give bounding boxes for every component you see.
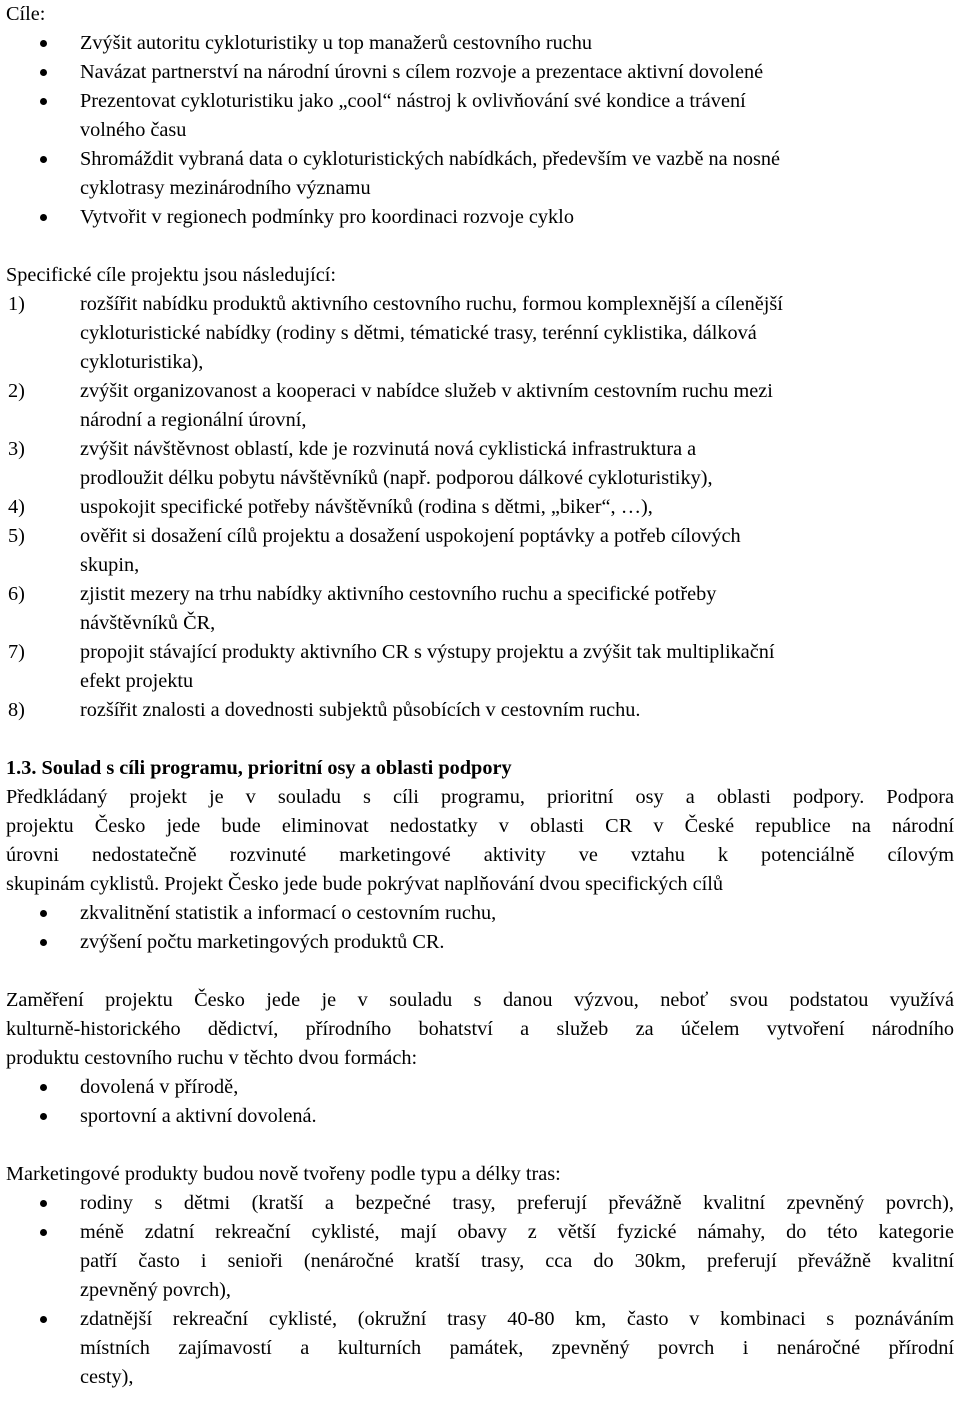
bullet-line: zkvalitnění statistik a informací o cestovním ruchu, [80, 902, 497, 924]
item-line: zvýšit organizovanost a kooperaci v nabídce služeb v aktivním cestovním ruchu mezi [80, 380, 773, 402]
item-number: 3) [8, 438, 25, 460]
bullet-icon [40, 939, 47, 946]
bullet-icon [40, 156, 47, 163]
numbered-item [6, 696, 954, 725]
bullet-icon [40, 214, 47, 221]
item-number: 8) [8, 699, 25, 721]
bullet-line: rodiny s dětmi (kratší a bezpečné trasy, preferují převážně kvalitní zpevněný povrch), [80, 1192, 954, 1214]
bullet-line: místních zajímavostí a kulturních památek, zpevněný povrch i nenáročné přírodní [80, 1337, 954, 1359]
bullet-item [6, 928, 954, 957]
bullet-item [6, 145, 954, 203]
numbered-item [6, 522, 954, 580]
item-line: efekt projektu [80, 670, 194, 692]
bullet-item [6, 1102, 954, 1131]
bullet-item [6, 1218, 954, 1305]
bullet-icon [40, 1316, 47, 1323]
bullet-item [6, 203, 954, 232]
bullet-icon [40, 98, 47, 105]
marketing-intro: Marketingové produkty budou nově tvořeny podle typu a délky tras: [6, 1163, 561, 1185]
item-line: rozšířit znalosti a dovednosti subjektů působících v cestovním ruchu. [80, 699, 641, 721]
numbered-item [6, 638, 954, 696]
goals-title: Cíle: [6, 3, 46, 25]
bullet-line: zpevněný povrch), [80, 1279, 231, 1301]
numbered-item [6, 493, 954, 522]
bullet-line: cesty), [80, 1366, 134, 1388]
item-line: zjistit mezery na trhu nabídky aktivního cestovního ruchu a specifické potřeby [80, 583, 717, 605]
bullet-line: sportovní a aktivní dovolená. [80, 1105, 317, 1127]
paragraph-line: Předkládaný projekt je v souladu s cíli programu, prioritní osy a oblasti podpory. Podpora [6, 786, 954, 808]
bullet-line: Vytvořit v regionech podmínky pro koordinaci rozvoje cyklo [80, 206, 574, 228]
bullet-line: Navázat partnerství na národní úrovni s cílem rozvoje a prezentace aktivní dovolené [80, 61, 764, 83]
bullet-icon [40, 910, 47, 917]
paragraph-line: produktu cestovního ruchu v těchto dvou formách: [6, 1047, 418, 1069]
bullet-line: zvýšení počtu marketingových produktů CR. [80, 931, 445, 953]
bullet-item [6, 899, 954, 928]
bullet-item [6, 1073, 954, 1102]
item-line: uspokojit specifické potřeby návštěvníků (rodina s dětmi, „biker“, …), [80, 496, 653, 518]
bullet-line: Shromáždit vybraná data o cykloturistických nabídkách, především ve vazbě na nosné [80, 148, 781, 170]
item-line: propojit stávající produkty aktivního CR s výstupy projektu a zvýšit tak multiplikační [80, 641, 775, 663]
paragraph-line: skupinám cyklistů. Projekt Česko jede bude pokrývat naplňování dvou specifických cílů [6, 873, 724, 895]
numbered-item [6, 290, 954, 377]
bullet-icon [40, 1200, 47, 1207]
bullet-item [6, 1189, 954, 1218]
item-number: 1) [8, 293, 25, 315]
item-line: ověřit si dosažení cílů projektu a dosažení uspokojení poptávky a potřeb cílových [80, 525, 741, 547]
bullet-item [6, 58, 954, 87]
item-line: rozšířit nabídku produktů aktivního cestovního ruchu, formou komplexnější a cílenější [80, 293, 783, 315]
bullet-line: méně zdatní rekreační cyklisté, mají obavy z větší fyzické námahy, do této kategorie [80, 1221, 954, 1243]
bullet-icon [40, 1084, 47, 1091]
paragraph-line: úrovni nedostatečně rozvinuté marketingové aktivity ve vztahu k potenciálně cílovým [6, 844, 954, 866]
paragraph-line: kulturně-historického dědictví, přírodního bohatství a služeb za účelem vytvoření národního [6, 1018, 954, 1040]
bullet-icon [40, 1229, 47, 1236]
bullet-line: zdatnější rekreační cyklisté, (okružní trasy 40-80 km, často v kombinaci s poznáváním [80, 1308, 954, 1330]
numbered-item [6, 377, 954, 435]
bullet-item [6, 29, 954, 58]
specific-goals-intro: Specifické cíle projektu jsou následující: [6, 264, 337, 286]
item-number: 6) [8, 583, 25, 605]
paragraph-line: Zaměření projektu Česko jede je v souladu s danou výzvou, neboť svou podstatou využívá [6, 989, 954, 1011]
bullet-icon [40, 69, 47, 76]
numbered-item [6, 435, 954, 493]
item-line: národní a regionální úrovní, [80, 409, 307, 431]
bullet-line: Zvýšit autoritu cykloturistiky u top manažerů cestovního ruchu [80, 32, 592, 54]
item-line: skupin, [80, 554, 140, 576]
bullet-line: Prezentovat cykloturistiku jako „cool“ nástroj k ovlivňování své kondice a trávení [80, 90, 746, 112]
bullet-icon [40, 1113, 47, 1120]
bullet-line: cyklotrasy mezinárodního významu [80, 177, 371, 199]
item-line: návštěvníků ČR, [80, 612, 216, 634]
bullet-line: patří často i senioři (nenáročné kratší trasy, cca do 30km, preferují převážně kvalitní [80, 1250, 954, 1272]
item-line: cykloturistické nabídky (rodiny s dětmi, tématické trasy, terénní cyklistika, dálková [80, 322, 757, 344]
item-line: prodloužit délku pobytu návštěvníků (např. podporou dálkové cykloturistiky), [80, 467, 713, 489]
document-page [6, 0, 954, 1392]
item-line: zvýšit návštěvnost oblastí, kde je rozvinutá nová cyklistická infrastruktura a [80, 438, 697, 460]
section-heading: 1.3. Soulad s cíli programu, prioritní osy a oblasti podpory [6, 757, 512, 779]
item-number: 2) [8, 380, 25, 402]
bullet-item [6, 1305, 954, 1392]
item-number: 4) [8, 496, 25, 518]
bullet-item [6, 87, 954, 145]
paragraph-line: projektu Česko jede bude eliminovat nedostatky v oblasti CR v České republice na národní [6, 815, 954, 837]
bullet-line: dovolená v přírodě, [80, 1076, 239, 1098]
bullet-icon [40, 40, 47, 47]
numbered-item [6, 580, 954, 638]
bullet-line: volného času [80, 119, 187, 141]
item-number: 5) [8, 525, 25, 547]
item-number: 7) [8, 641, 25, 663]
item-line: cykloturistika), [80, 351, 204, 373]
